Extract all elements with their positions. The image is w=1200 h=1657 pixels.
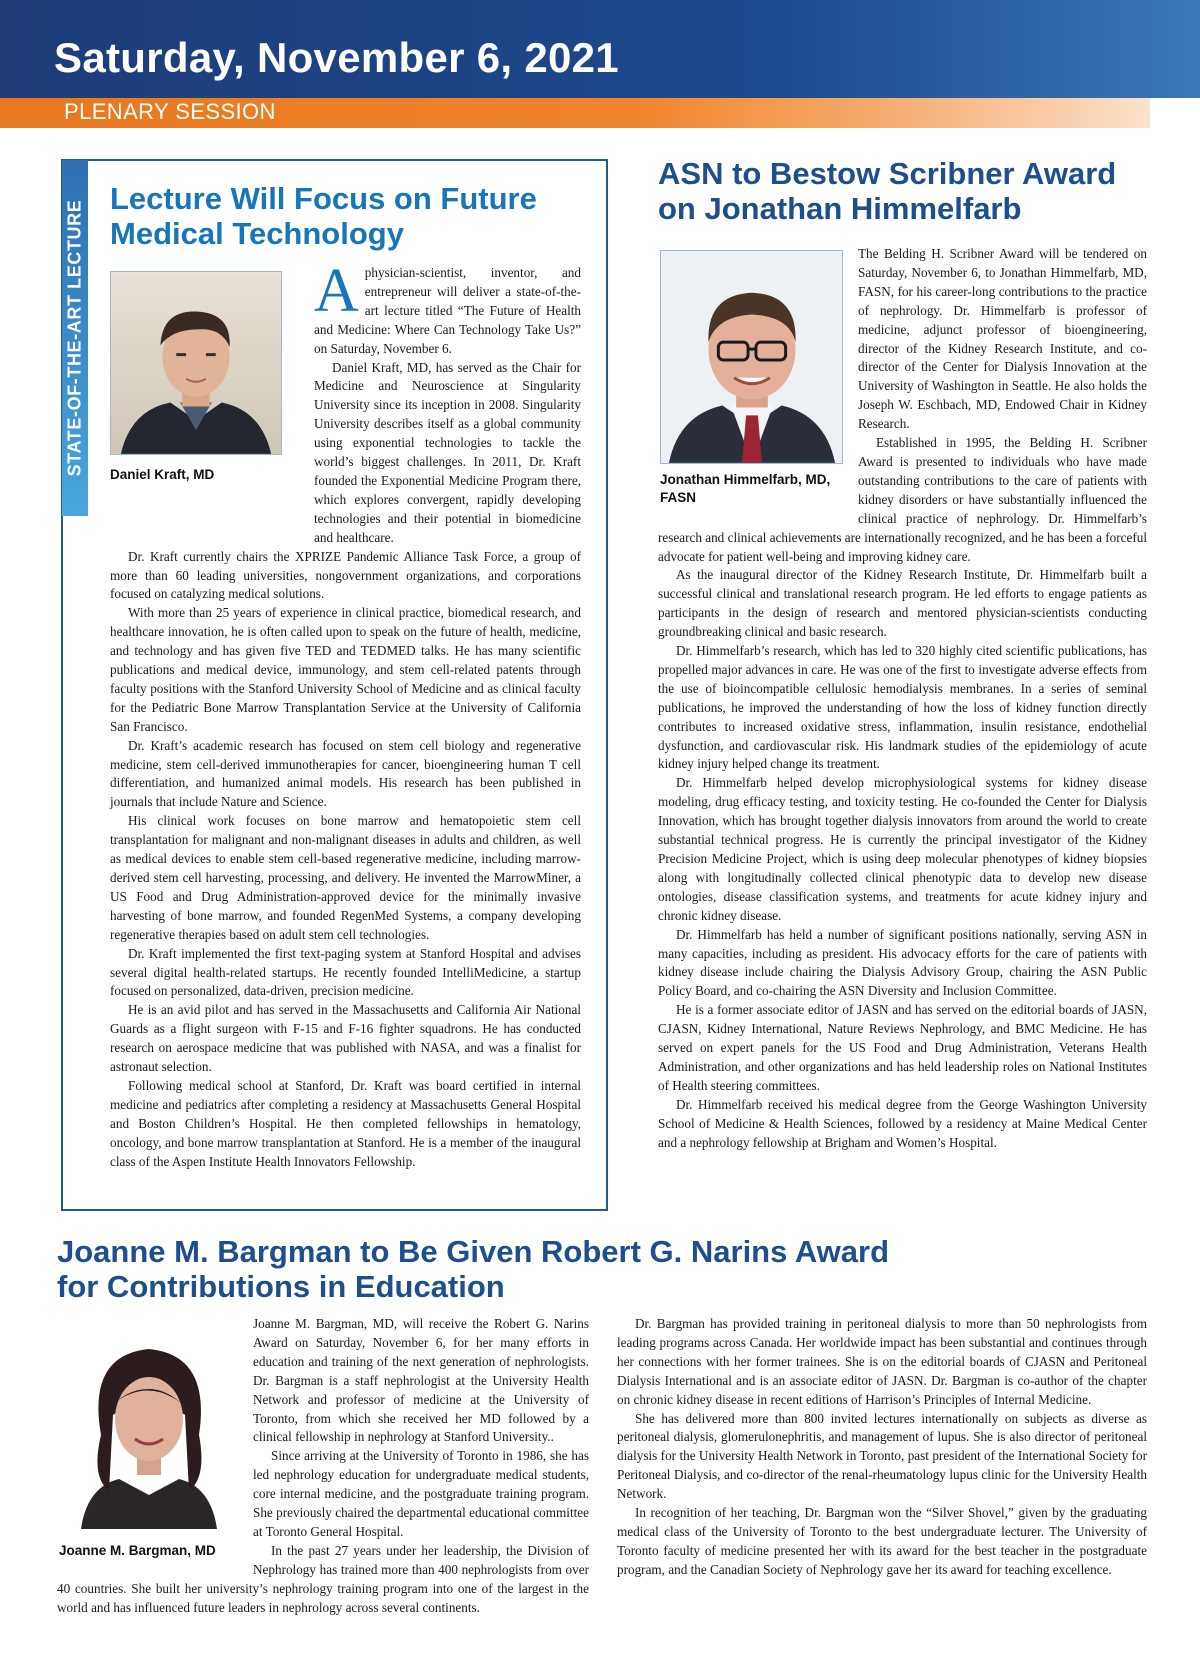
himmelfarb-photo-caption — [660, 471, 830, 507]
section-label: PLENARY SESSION — [64, 99, 276, 124]
bargman-paragraph: In the past 27 years under her leadership, the Division of Nephrology has trained more than 400 nephrologists from over 40 countries. She built her university’s nephrology training program into one of the largest in the world and has influenced future leaders in nephrology across several continents. — [57, 1542, 589, 1615]
himmelfarb-photo — [660, 250, 843, 464]
bargman-headline-line2: for Contributions in Education — [57, 1269, 505, 1304]
lecture-sidebar-tab — [62, 160, 88, 516]
bargman-paragraph: Dr. Bargman has provided training in peritoneal dialysis to more than 50 nephrologists from leading programs across Canada. Her worldwide impact has been substantial and continues through her connections with her former trainees. She is on the editorial boards of CJASN and Peritoneal Dialysis International and is an associate editor of JASN. Dr. Bargman is co-author of the chapter on chronic kidney disease in recent editions of Harrison’s Principles of Internal Medicine. — [617, 1316, 1147, 1407]
bargman-headline — [57, 1234, 1157, 1304]
himmelfarb-paragraph: Established in 1995, the Belding H. Scribner Award is presented to individuals who have made outstanding contributions to the care of patients with kidney disorders or have substantially influenced the clinical practice of nephrology. Dr. Himmelfarb’s research and clinical achievements are internationally recognized, and he has been a forceful advocate for patient well-being and improving kidney care. — [658, 435, 1147, 564]
kraft-headline-line1: Lecture Will Focus on Future — [110, 181, 537, 216]
kraft-photo-caption: Daniel Kraft, MD — [110, 467, 215, 482]
bargman-headline-line1: Joanne M. Bargman to Be Given Robert G. Narins Award — [57, 1234, 890, 1269]
kraft-paragraph: With more than 25 years of experience in clinical practice, biomedical research, and healthcare innovation, he is often called upon to speak on the future of health, medicine, and technology and has given five TED and TEDMED talks. He has many scientific publications and medical device, immunology, and stem cell-related patents through faculty positions with the Stanford University School of Medicine and as clinical faculty for the Pediatric Bone Marrow Transplantation Service at the University of California San Francisco. — [110, 605, 581, 734]
kraft-paragraph: physician-scientist, inventor, and entrepreneur will deliver a state-of-the-art lecture titled “The Future of Health and Medicine: Where Can Technology Take Us?” on Saturday, November 6. — [314, 265, 581, 356]
himmelfarb-article-body — [658, 245, 1147, 1153]
himmelfarb-paragraph: Dr. Himmelfarb helped develop microphysiological systems for kidney disease modeling, drug efficacy testing, and toxicity testing. He co-founded the Center for Dialysis Innovation, which has brought together dialysis innovators from around the world to create substantial technical progress. He is currently the principal investigator of the Kidney Precision Medicine Project, which is using deep molecular phenotypes of kidney biopsies along with longitudinally collected clinical phenotypic data to develop new disease ontologies, disease classification systems, and treatments for acute kidney injury and chronic kidney disease. — [658, 775, 1147, 923]
kraft-paragraph: Daniel Kraft, MD, has served as the Chair for Medicine and Neuroscience at Singularity University since its inception in 2008. Singularity University describes itself as a global community using exponential technologies to tackle the world’s biggest challenges. In 2011, Dr. Kraft founded the Exponential Medicine Program there, which explores convergent, rapidly developing technologies and their potential in biomedicine and healthcare. — [314, 359, 581, 545]
bargman-left-column — [57, 1315, 589, 1618]
himmelfarb-paragraph: Dr. Himmelfarb received his medical degree from the George Washington University School of Medicine & Health Sciences, followed by a residency at Maine Medical Center and a nephrology fellowship at Brigham and Women’s Hospital. — [658, 1096, 1147, 1150]
himmelfarb-paragraph: Dr. Himmelfarb’s research, which has led to 320 highly cited scientific publications, has propelled major advances in care. He was one of the first to investigate adverse effects from the use of bioincompatible cellulosic hemodialysis membranes. In a series of seminal publications, he improved the understanding of how the loss of kidney function directly contributes to increased oxidative stress, inflammation, insulin resistance, endothelial dysfunction, and cardiovascular risk. His landmark studies of the epidemiology of acute kidney injury helped change its treatment. — [658, 643, 1147, 772]
page-date-title: Saturday, November 6, 2021 — [54, 34, 619, 81]
himmelfarb-caption-line1: Jonathan Himmelfarb, MD, — [660, 472, 831, 487]
bargman-paragraph: She has delivered more than 800 invited lectures internationally on subjects as diverse as peritoneal dialysis, glomerulonephritis, and management of lupus. She is also director of peritoneal dialysis for the University Health Network in Toronto, past president of the International Society for Peritoneal Dialysis, and co-director of the renal-rheumatology lupus clinic for the University Health Network. — [617, 1410, 1147, 1502]
himmelfarb-headline-line1: ASN to Bestow Scribner Award — [658, 156, 1117, 191]
himmelfarb-headline-line2: on Jonathan Himmelfarb — [658, 191, 1022, 226]
bargman-photo-block — [57, 1315, 239, 1565]
himmelfarb-paragraph: As the inaugural director of the Kidney Research Institute, Dr. Himmelfarb built a successful clinical and translational research program. He led efforts to engage patients as participants in the design of research and mentored physician-scientists conducting groundbreaking clinical and basic research. — [658, 567, 1147, 640]
himmelfarb-paragraph: The Belding H. Scribner Award will be tendered on Saturday, November 6, to Jonathan Himmelfarb, MD, FASN, for his career-long contributions to the practice of nephrology. Dr. Himmelfarb is professor of medicine, adjunct professor of bioengineering, director of the Kidney Research Institute, and co-director of the Center for Dialysis Innovation at the University of Washington in Seattle. He also holds the Joseph W. Eschbach, MD, Endowed Chair in Kidney Research. — [858, 246, 1147, 432]
himmelfarb-paragraph: He is a former associate editor of JASN and has served on the editorial boards of JASN, CJASN, Kidney International, Nature Reviews Nephrology, and BMC Medicine. He has served on expert panels for the US Food and Drug Administration, Veterans Health Administration, and other organizations and has held leadership roles on National Institutes of Health steering committees. — [658, 1002, 1147, 1093]
bargman-photo — [61, 1319, 237, 1529]
lecture-sidebar-label: STATE-OF-THE-ART LECTURE — [64, 199, 85, 477]
bargman-paragraph: Joanne M. Bargman, MD, will receive the Robert G. Narins Award on Saturday, November 6, for her many efforts in education and training of the next generation of nephrologists. Dr. Bargman is a staff nephrologist at the University Health Network and professor of medicine at the University of Toronto, from which she received her MD followed by a clinical fellowship in nephrology at Stanford University.. — [253, 1316, 589, 1445]
kraft-dropcap: A — [314, 257, 359, 325]
kraft-headline — [110, 181, 580, 251]
kraft-paragraph: His clinical work focuses on bone marrow and hematopoietic stem cell transplantation for malignant and non-malignant diseases in adults and children, as well as medical devices to enable stem cell-based regenerative medicine, including marrow-derived stem cell harvesting, processing, and delivery. He invented the MarrowMiner, a US Food and Drug Administration-approved device for the minimally invasive harvesting of bone marrow, and founded RegenMed Systems, a company developing regenerative therapies based on adult stem cell technologies. — [110, 813, 581, 942]
kraft-article-body — [110, 257, 581, 1172]
bargman-right-column — [617, 1315, 1147, 1580]
bargman-photo-caption: Joanne M. Bargman, MD — [59, 1543, 216, 1558]
bargman-paragraph: In recognition of her teaching, Dr. Bargman won the “Silver Shovel,” given by the graduating medical class of the University of Toronto to the best undergraduate lecturer. The University of Toronto faculty of medicine presented her with its award for the best teacher in the postgraduate program, and the Canadian Society of Nephrology gave her its award for teaching excellence. — [617, 1505, 1147, 1577]
kraft-photo-block — [110, 264, 292, 536]
kraft-paragraph: Dr. Kraft currently chairs the XPRIZE Pandemic Alliance Task Force, a group of more than 60 leading universities, nongovernment organizations, and corporations focused on catalyzing medical solutions. — [110, 548, 581, 602]
kraft-headline-line2: Medical Technology — [110, 216, 404, 251]
bargman-paragraph: Since arriving at the University of Toronto in 1986, she has led nephrology education for undergraduate medical students, core internal medicine, and the postgraduate training program. She previously chaired the departmental educational committee at Toronto General Hospital. — [253, 1448, 589, 1539]
kraft-photo — [110, 271, 282, 455]
kraft-paragraph: He is an avid pilot and has served in the Massachusetts and California Air National Guards as a flight surgeon with F-15 and F-16 fighter squadrons. He has conducted research on aerospace medicine that was published with NASA, and was a finalist for astronaut selection. — [110, 1002, 581, 1075]
kraft-paragraph: Dr. Kraft implemented the first text-paging system at Stanford Hospital and advises several digital health-related startups. He recently founded IntelliMedicine, a startup focused on personalized, data-driven, precision medicine. — [110, 945, 581, 999]
himmelfarb-photo-block — [658, 245, 844, 509]
himmelfarb-paragraph: Dr. Himmelfarb has held a number of significant positions nationally, serving ASN in many capacities, including as president. His advocacy efforts for the care of patients with kidney disease include chairing the Dialysis Advisory Group, chairing the ASN Public Policy Board, and co-chairing the ASN Diversity and Inclusion Committee. — [658, 926, 1147, 999]
kraft-paragraph: Following medical school at Stanford, Dr. Kraft was board certified in internal medicine and pediatrics after completing a residency at Massachusetts General Hospital and Boston Children’s Hospital. He then completed fellowships in hematology, oncology, and bone marrow transplantation at Stanford. He is a member of the inaugural class of the Aspen Institute Health Innovators Fellowship. — [110, 1077, 581, 1169]
himmelfarb-caption-line2: FASN — [660, 490, 697, 505]
himmelfarb-headline — [658, 156, 1178, 226]
kraft-paragraph: Dr. Kraft’s academic research has focused on stem cell biology and regenerative medicine, stem cell-derived immunotherapies for cancer, bioengineering human T cell differentiation, and humanized animal models. His research has been published in journals that include Nature and Science. — [110, 737, 581, 810]
